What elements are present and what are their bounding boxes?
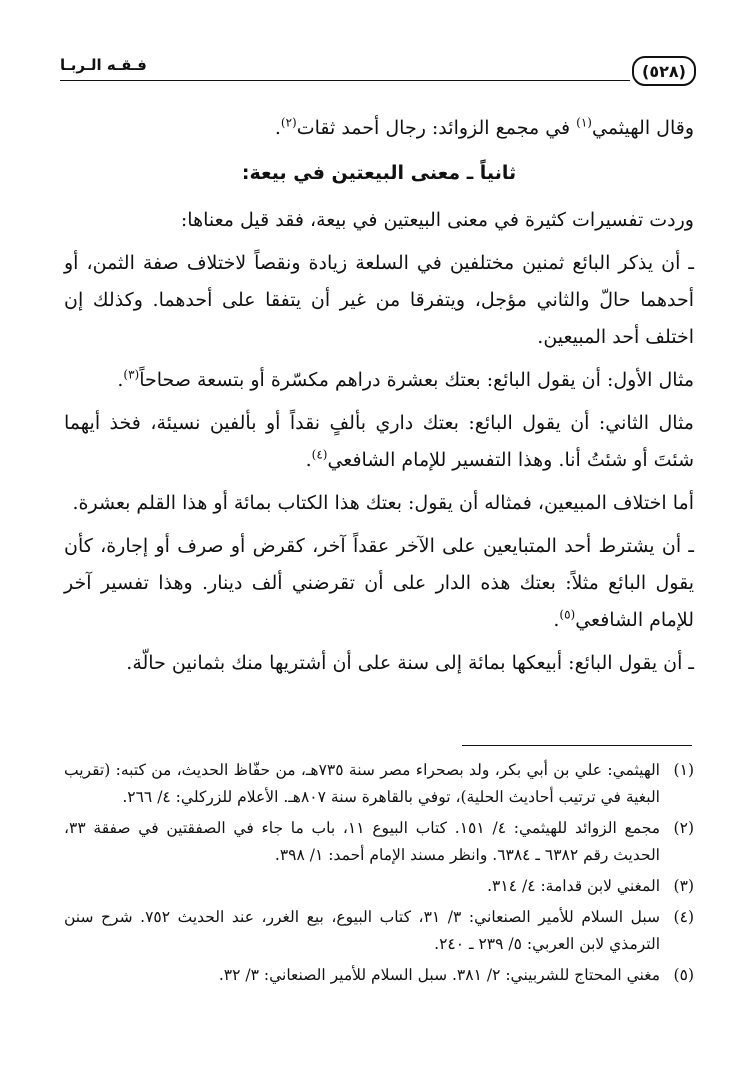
footnote-marker: (٤)	[673, 908, 694, 926]
running-title: فـقـه الـربـا	[60, 56, 147, 74]
footnote-marker: (١)	[673, 761, 694, 779]
footnote	[64, 962, 694, 989]
footnotes	[64, 757, 694, 993]
footnote-separator	[462, 745, 692, 746]
footnote-ref[interactable]: (٥)	[559, 607, 576, 622]
header-rule	[60, 80, 630, 81]
paragraph: ـ أن يشترط أحد المتبايعين على الآخر عقداً آخر، كقرض أو صرف أو إجارة، كأن يقول البائع مثلاً: بعتك هذه الدار على أن تقرضني ألف دينار. وهذا تفسير آخر للإمام الشافعي$^{(٥)}$.	[64, 535, 694, 631]
paragraph: أما اختلاف المبيعين، فمثاله أن يقول: بعتك هذا الكتاب بمائة أو هذا القلم بعشرة.	[72, 492, 694, 514]
footnote	[64, 757, 694, 811]
footnote	[64, 873, 694, 900]
footnote-ref[interactable]: (٣)	[123, 367, 140, 382]
footnote	[64, 904, 694, 958]
main-text	[64, 110, 694, 688]
footnote-ref[interactable]: (٤)	[311, 447, 328, 462]
footnote	[64, 815, 694, 869]
paragraph: مثال الأول: أن يقول البائع: بعتك بعشرة دراهم مكسّرة أو بتسعة صحاحاً$^{(٣)}$.	[117, 367, 694, 391]
footnote-ref[interactable]: (١)	[576, 115, 592, 130]
paragraph: ـ أن يذكر البائع ثمنين مختلفين في السلعة زيادة ونقصاً لاختلاف صفة الثمن، أو أحدهما حالّ والثاني مؤجل، ويتفرقا من غير أن يتفقا على أحدهما. وكذلك إن اختلف أحد المبيعين.	[64, 252, 694, 348]
page-header	[56, 44, 696, 90]
page-number: (٥٢٨)	[632, 56, 696, 86]
paragraph: مثال الثاني: أن يقول البائع: بعتك داري بألفٍ نقداً أو بألفين نسيئة، فخذ أيهما شئتَ أو شئتُ أنا. وهذا التفسير للإمام الشافعي$^{(٤)}$.	[64, 412, 694, 471]
footnote-text: مغني المحتاج للشربيني: ٢/ ٣٨١. سبل السلام للأمير الصنعاني: ٣/ ٣٢.	[218, 966, 660, 984]
footnote-text: مجمع الزوائد للهيثمي: ٤/ ١٥١. كتاب البيوع ١١، باب ما جاء في الصفقتين في صفقة ٣٣، الحديث رقم ٦٣٨٢ ـ ٦٣٨٤. وانظر مسند الإمام أحمد: ١/ ٣٩٨.	[64, 819, 661, 864]
footnote-marker: (٣)	[673, 877, 694, 895]
footnote-text: الهيثمي: علي بن أبي بكر، ولد بصحراء مصر سنة ٧٣٥هـ، من حفّاظ الحديث، من كتبه: (تقريب البغية في ترتيب أحاديث الحلية)، توفي بالقاهرة سنة ٨٠٧هـ. الأعلام للزركلي: ٤/ ٢٦٦.	[64, 761, 660, 806]
footnote-ref[interactable]: (٢)	[280, 115, 297, 130]
paragraph: وردت تفسيرات كثيرة في معنى البيعتين في بيعة، فقد قيل معناها:	[180, 209, 694, 231]
paragraph: وقال الهيثمي$^{(١)}$ في مجمع الزوائد: رجال أحمد ثقات$^{(٢)}$.	[274, 115, 694, 139]
footnote-text: سبل السلام للأمير الصنعاني: ٣/ ٣١، كتاب البيوع، بيع الغرر، عند الحديث ٧٥٢. شرح سنن الترمذي لابن العربي: ٥/ ٢٣٩ ـ ٢٤٠.	[64, 908, 661, 953]
footnote-marker: (٢)	[673, 819, 694, 837]
footnote-marker: (٥)	[673, 966, 694, 984]
section-heading: ثانياً ـ معنى البيعتين في بيعة:	[241, 162, 517, 184]
paragraph: ـ أن يقول البائع: أبيعكها بمائة إلى سنة على أن أشتريها منك بثمانين حالّة.	[126, 652, 694, 674]
footnote-text: المغني لابن قدامة: ٤/ ٣١٤.	[487, 877, 660, 895]
